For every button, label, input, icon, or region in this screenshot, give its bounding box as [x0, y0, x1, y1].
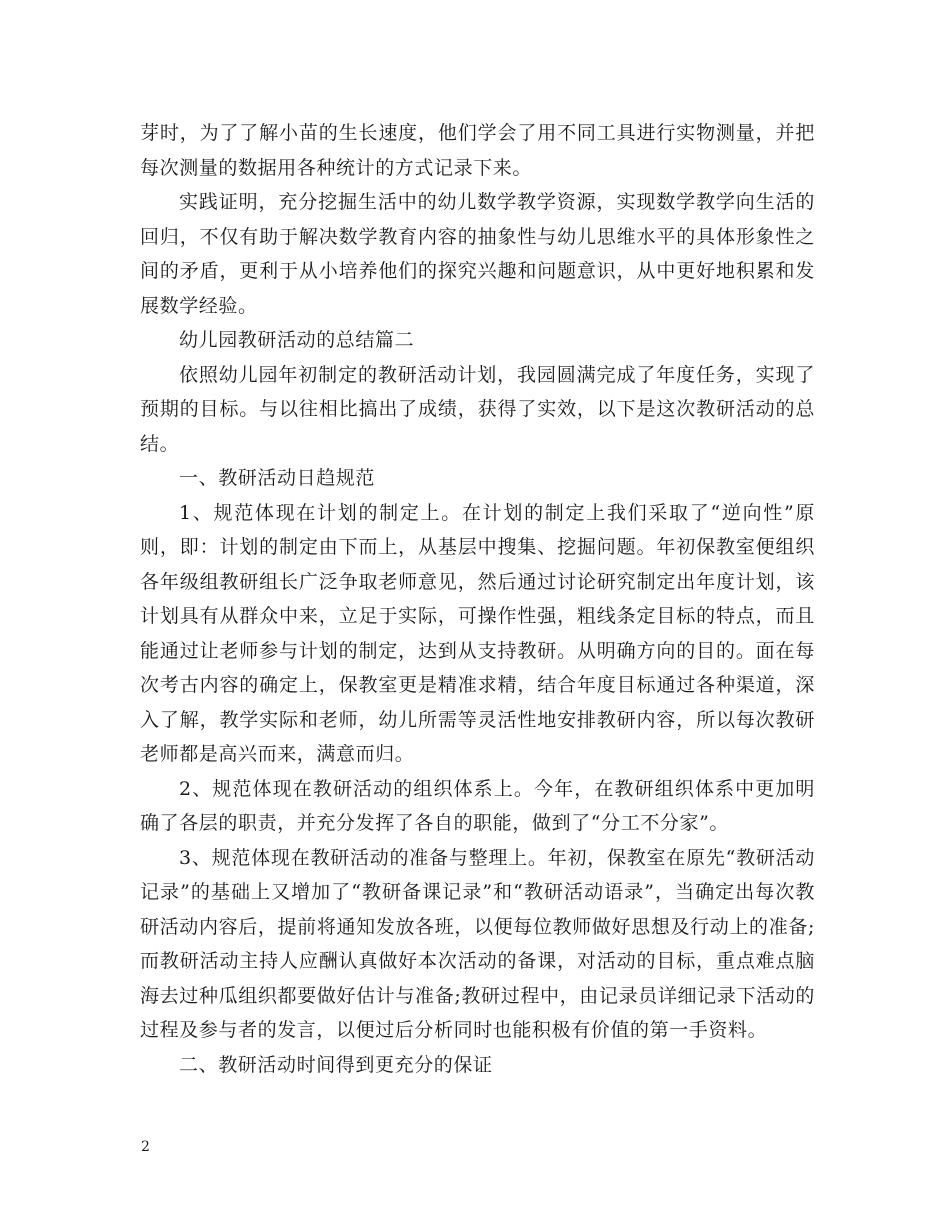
paragraph: 1、规范体现在计划的制定上。在计划的制定上我们采取了“逆向性”原则，即：计划的制定由下而上，从基层中搜集、挖掘问题。年初保教室便组织各年级组教研组长广泛争取老师意见，然后通过讨论研究制定出年度计划，该计划具有从群众中来，立足于实际，可操作性强，粗线条定目标的特点，而且能通过让老师参与计划的制定，达到从支持教研。从明确方向的目的。面在每次考古内容的确定上，保教室更是精准求精，结合年度目标通过各种渠道，深入了解，教学实际和老师，幼儿所需等灵活性地安排教研内容，所以每次教研老师都是高兴而来，满意而归。: [140, 501, 815, 765]
paragraph: 芽时，为了了解小苗的生长速度，他们学会了用不同工具进行实物测量，并把每次测量的数据用各种统计的方式记录下来。: [140, 122, 815, 179]
paragraph: 实践证明，充分挖掘生活中的幼儿数学教学资源，实现数学教学向生活的回归，不仅有助于解决数学教育内容的抽象性与幼儿思维水平的具体形象性之间的矛盾，更利于从小培养他们的探究兴趣和问题意识，从中更好地积累和发展数学经验。: [140, 191, 815, 317]
paragraph: 依照幼儿园年初制定的教研活动计划，我园圆满完成了年度任务，实现了预期的目标。与以往相比搞出了成绩，获得了实效，以下是这次教研活动的总结。: [140, 363, 815, 455]
page-number: 2: [141, 1139, 150, 1155]
section-heading: 二、教研活动时间得到更充分的保证: [179, 1053, 493, 1076]
section-title: 幼儿园教研活动的总结篇二: [179, 329, 415, 351]
section-heading: 一、教研活动日趋规范: [179, 467, 376, 489]
paragraph: 3、规范体现在教研活动的准备与整理上。年初，保教室在原先“教研活动记录”的基础上又增加了“教研备课记录”和“教研活动语录”，当确定出每次教研活动内容后，提前将通知发放各班，以便每位教师做好思想及行动上的准备;而教研活动主持人应酬认真做好本次活动的备课，对活动的目标，重点难点脑海去过种瓜组织都要做好估计与准备;教研过程中，由记录员详细记录下活动的过程及参与者的发言，以便过后分析同时也能积极有价值的第一手资料。: [140, 846, 815, 1041]
body-text: [140, 116, 815, 1082]
paragraph: 2、规范体现在教研活动的组织体系上。今年，在教研组织体系中更加明确了各层的职责，并充分发挥了各自的职能，做到了“分工不分家”。: [140, 777, 815, 834]
